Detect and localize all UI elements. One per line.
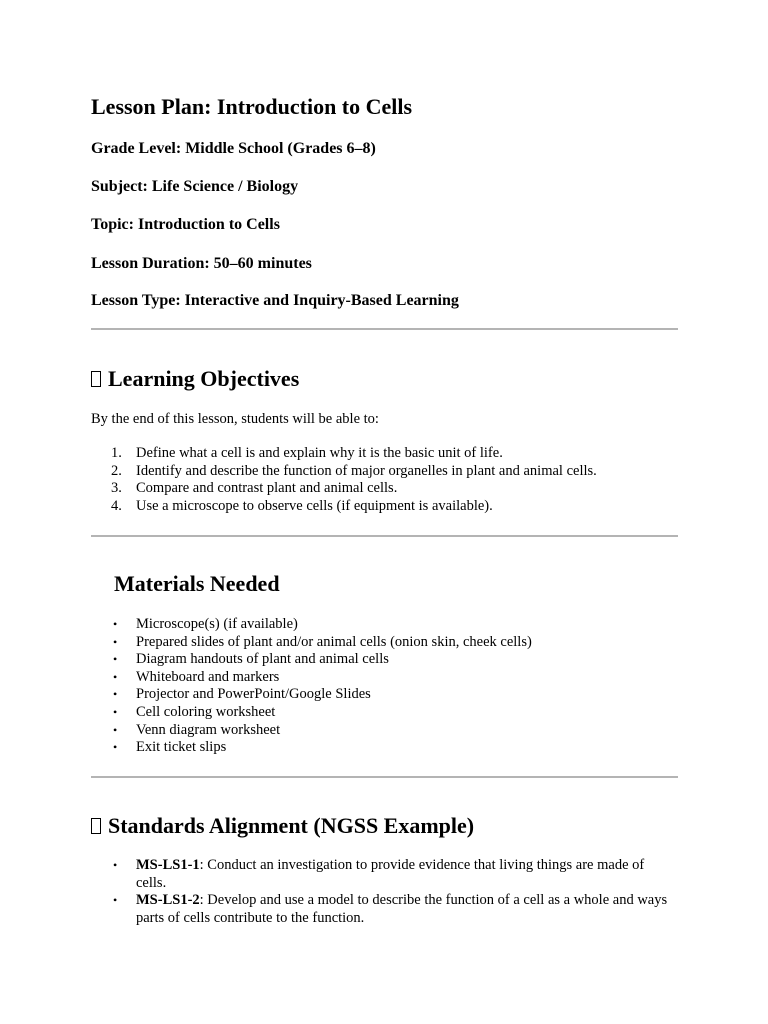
lesson-duration: Lesson Duration: 50–60 minutes [91,255,312,272]
objectives-heading: Learning Objectives [91,366,299,392]
grade-level: Grade Level: Middle School (Grades 6–8) [91,140,376,157]
list-item: 1. Define what a cell is and explain why it is the basic unit of life. [111,445,503,461]
list-item: • Projector and PowerPoint/Google Slides [113,686,371,703]
list-item: 3. Compare and contrast plant and animal cells. [111,480,398,497]
divider [91,535,678,537]
standard-code: MS-LS1-2 [136,892,200,909]
list-item: • Diagram handouts of plant and animal cells [113,651,389,668]
standard-code: MS-LS1-1 [136,857,200,873]
list-item: • Cell coloring worksheet [113,703,276,720]
objectives-intro: By the end of this lesson, students will be able to: [91,411,379,427]
missing-glyph-icon [91,371,101,387]
list-item: • MS-LS1-1: Conduct an investigation to provide evidence that living things are made of cells. [113,857,645,891]
lesson-type: Lesson Type: Interactive and Inquiry-Based Learning [91,292,459,309]
topic: Topic: Introduction to Cells [91,216,280,233]
objectives-list [91,445,678,515]
standards-list [91,857,678,927]
list-item: • Microscope(s) (if available) [113,616,298,632]
materials-list [91,616,678,757]
list-item: • Exit ticket slips [113,739,227,756]
missing-glyph-icon [91,818,101,834]
list-item: • Whiteboard and markers [113,668,280,685]
list-item: • Prepared slides of plant and/or animal cells (onion skin, cheek cells) [113,633,532,650]
list-item: 2. Identify and describe the function of major organelles in plant and animal cells. [111,462,597,479]
divider [91,328,678,330]
list-item: • Venn diagram worksheet [113,721,281,738]
list-item: 4. Use a microscope to observe cells (if equipment is available). [111,497,493,514]
page-title: Lesson Plan: Introduction to Cells [91,94,413,119]
materials-heading: Materials Needed [114,571,280,596]
standards-heading: Standards Alignment (NGSS Example) [91,813,474,839]
divider [91,776,678,778]
subject: Subject: Life Science / Biology [91,178,299,195]
list-item: • MS-LS1-2: Develop and use a model to describe the function of a cell as a whole and ways parts of cells contribute to the function. [113,892,668,926]
